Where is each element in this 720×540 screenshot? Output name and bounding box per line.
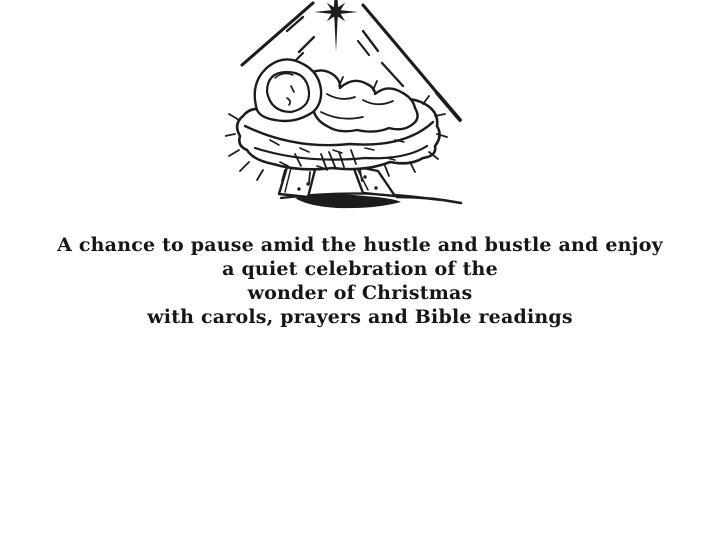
message-line-4: with carols, prayers and Bible readings [147,306,573,328]
nativity-manger-illustration [225,0,475,220]
baby-jesus [255,59,418,131]
message-line-2: a quiet celebration of the [222,258,498,280]
message-line-3: wonder of Christmas [247,282,473,304]
star-of-bethlehem-icon [314,0,358,52]
invitation-message [0,233,720,329]
baby-head [267,72,309,112]
message-line-1: A chance to pause amid the hustle and bustle and enjoy [57,234,663,256]
